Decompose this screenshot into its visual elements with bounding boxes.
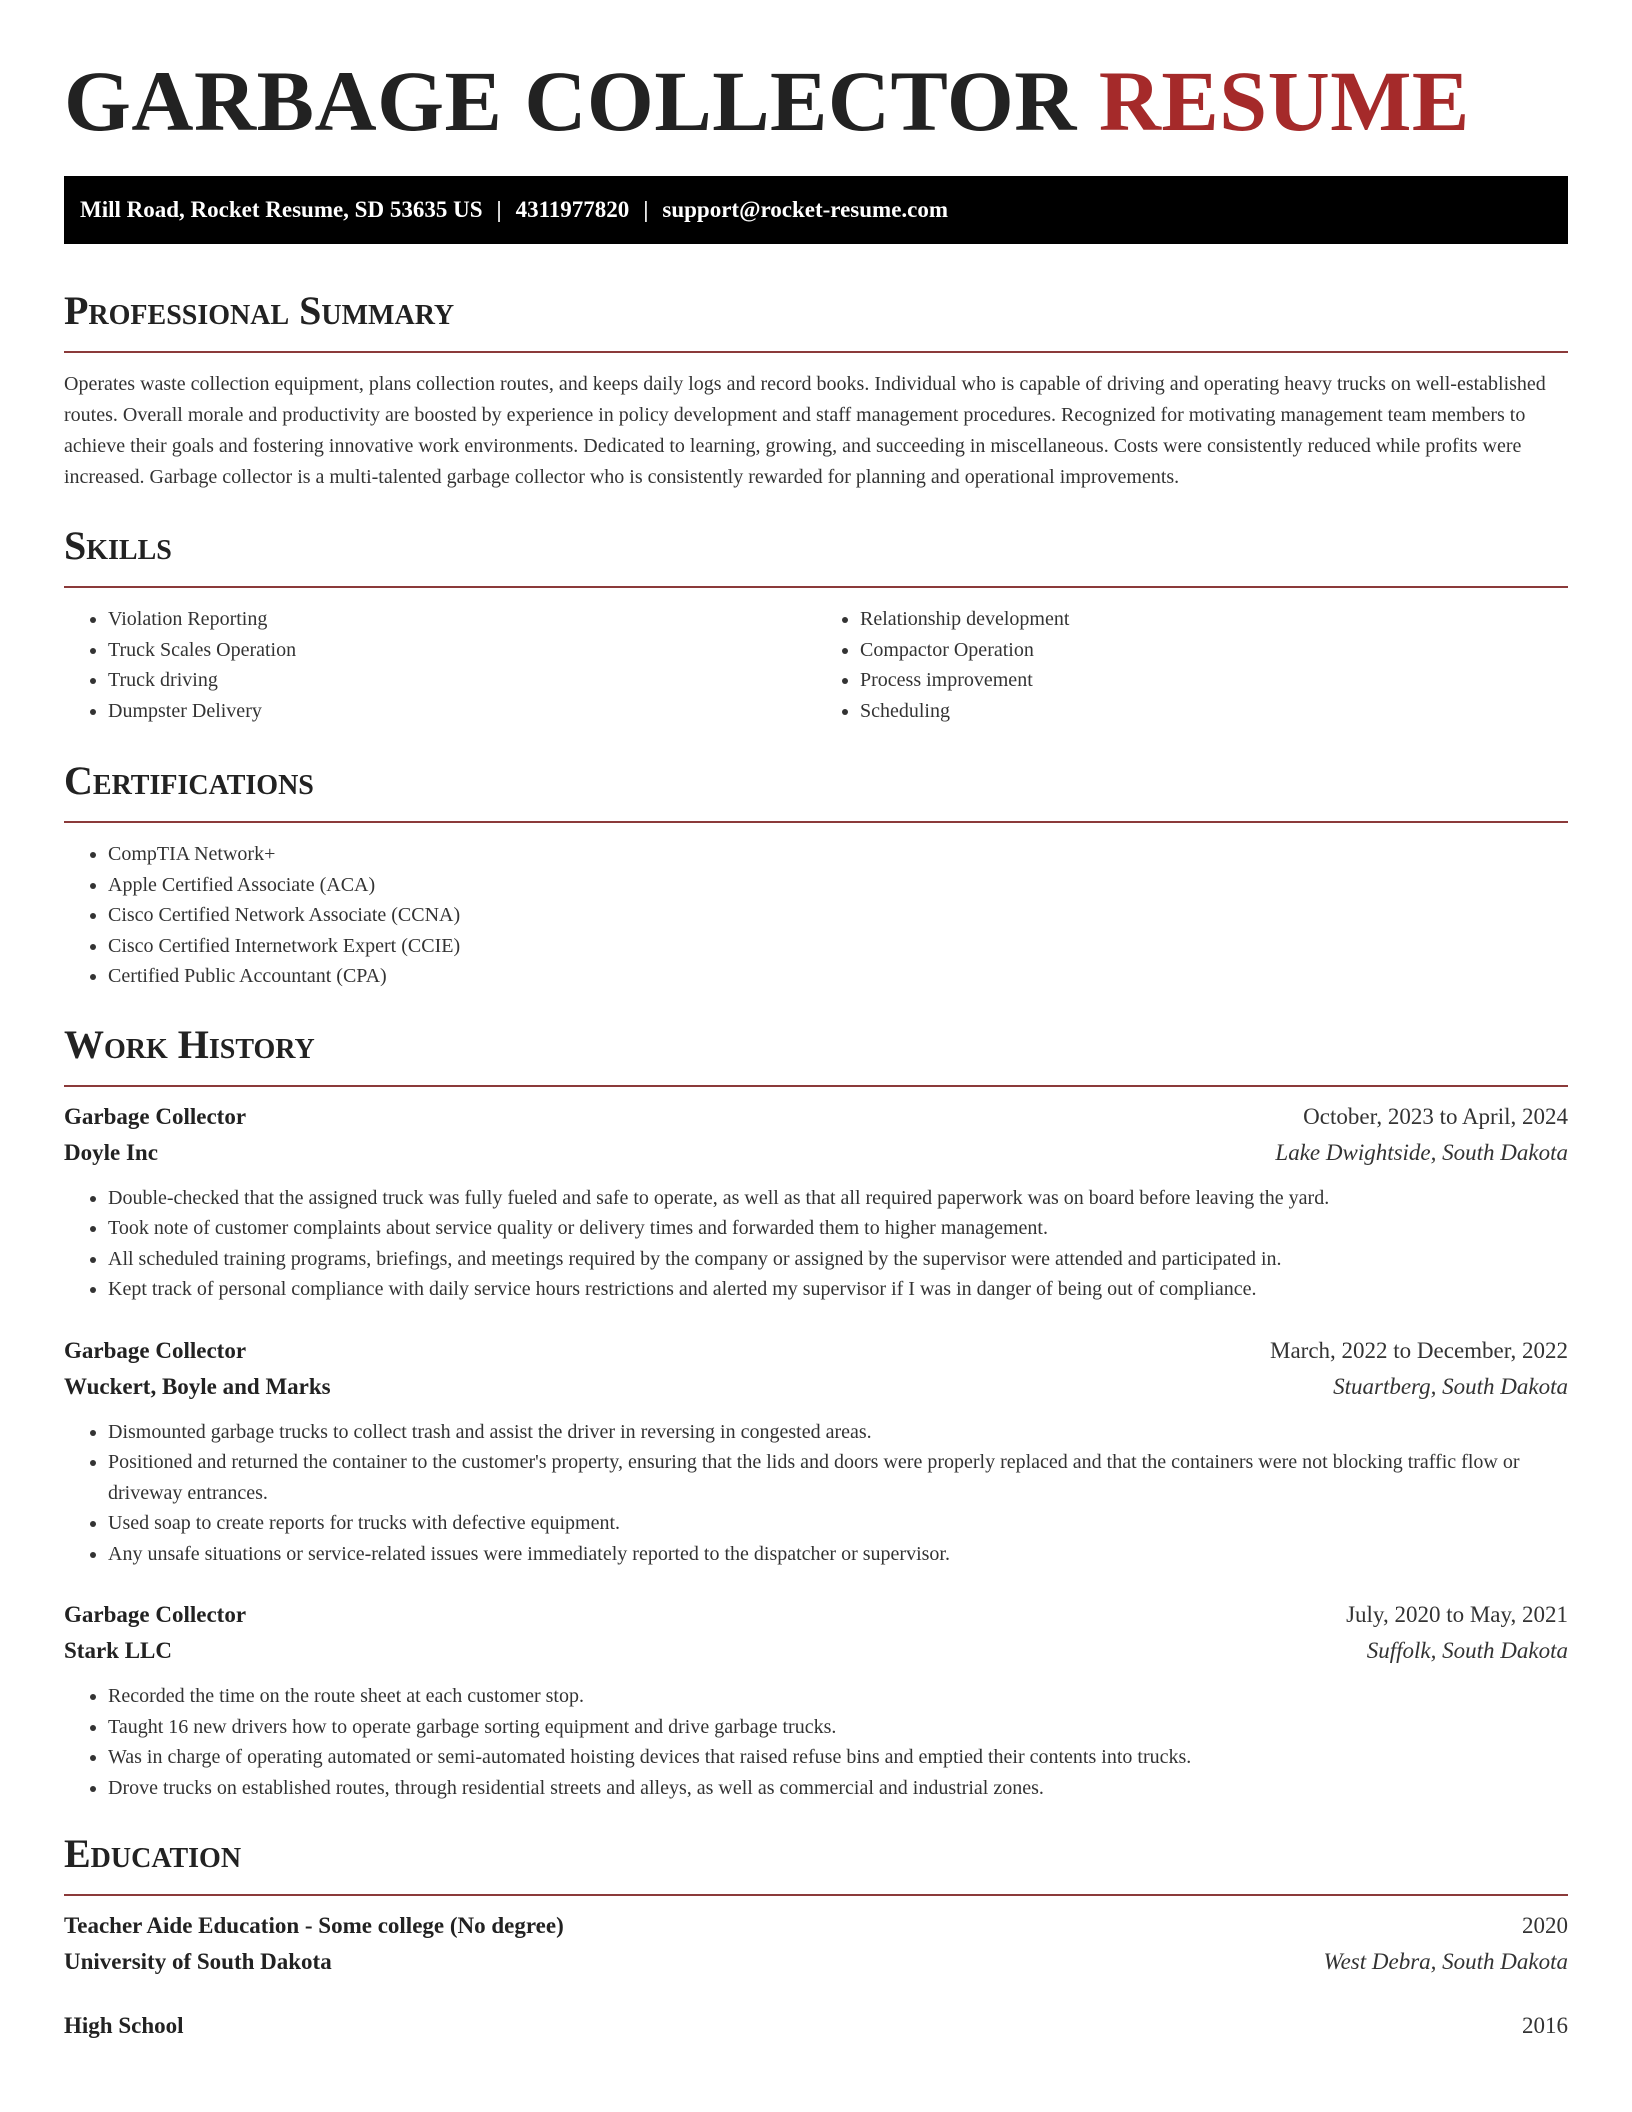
job-title: Garbage Collector [64,1602,247,1627]
education-year: 2020 [1522,1913,1568,1938]
education-school-row [64,1944,1568,1980]
job-company-row [64,1135,1568,1171]
job-dates: July, 2020 to May, 2021 [1346,1602,1568,1627]
job-bullet: • Taught 16 new drivers how to operate garbage sorting equipment and drive garbage trucks. [108,1712,1568,1743]
education-degree: High School [64,2013,184,2038]
certifications-list [64,839,1568,992]
title-accent: RESUME [1098,53,1470,149]
skills-list-left [64,604,816,726]
section-divider [64,1894,1568,1896]
section-divider [64,821,1568,823]
job-company: Doyle Inc [64,1139,158,1165]
contact-email: support@rocket-resume.com [662,197,949,222]
job-dates: October, 2023 to April, 2024 [1303,1103,1568,1129]
education-entry [64,1908,1568,1980]
job-location: Stuartberg, South Dakota [1333,1373,1568,1399]
education-year: 2016 [1522,2013,1568,2038]
section-title-summary: Professional Summary [64,288,455,333]
job-entry [64,1597,1568,1803]
job-bullets [64,1183,1568,1305]
section-divider [64,586,1568,588]
certification-item: • Certified Public Accountant (CPA) [108,961,1568,992]
job-bullets [64,1681,1568,1803]
section-divider [64,351,1568,353]
skill-item: • Truck driving [108,665,816,696]
skill-item: • Truck Scales Operation [108,635,816,666]
contact-bar [64,176,1568,244]
job-entry [64,1099,1568,1305]
job-header-row [64,1597,1568,1633]
job-company-row [64,1369,1568,1405]
job-bullet: • Drove trucks on established routes, through residential streets and alleys, as well as commercial and industrial zones. [108,1773,1568,1804]
job-bullet: • Took note of customer complaints about service quality or delivery times and forwarded them to higher management. [108,1213,1568,1244]
job-bullet: • Kept track of personal compliance with daily service hours restrictions and alerted my supervisor if I was in danger of being out of compliance. [108,1274,1568,1305]
job-location: Lake Dwightside, South Dakota [1275,1139,1568,1165]
job-header-row [64,1099,1568,1135]
contact-phone: 4311977820 [515,197,630,222]
education-header-row [64,1908,1568,1944]
job-bullet: • All scheduled training programs, briefings, and meetings required by the company or assigned by the supervisor were attended and participated in. [108,1244,1568,1275]
contact-separator: | [496,197,502,222]
section-title-certifications: Certifications [64,758,314,803]
skills-grid [64,604,1568,726]
section-title-education: Education [64,1831,242,1876]
job-company-row [64,1633,1568,1669]
job-location: Suffolk, South Dakota [1366,1638,1568,1663]
job-bullet: • Positioned and returned the container to the customer's property, ensuring that the lids and doors were properly replaced and that the containers were not blocking traffic flow or driveway entrances. [108,1447,1568,1508]
skill-item: • Violation Reporting [108,604,816,635]
job-title: Garbage Collector [64,1103,247,1129]
education-location: West Debra, South Dakota [1323,1949,1568,1974]
education-header-row [64,2008,1568,2044]
certification-item: • CompTIA Network+ [108,839,1568,870]
education-entry [64,2008,1568,2044]
job-company: Wuckert, Boyle and Marks [64,1373,331,1399]
job-bullet: • Was in charge of operating automated or semi-automated hoisting devices that raised refuse bins and emptied their contents into trucks. [108,1742,1568,1773]
job-bullet: • Recorded the time on the route sheet at each customer stop. [108,1681,1568,1712]
skills-list-right [816,604,1568,726]
skill-item: • Relationship development [860,604,1568,635]
job-header-row [64,1333,1568,1369]
job-bullet: • Double-checked that the assigned truck was fully fueled and safe to operate, as well as that all required paperwork was on board before leaving the yard. [108,1183,1568,1214]
summary-section [64,288,1568,493]
work-history-section [64,1022,1568,1804]
certification-item: • Cisco Certified Network Associate (CCNA) [108,900,1568,931]
job-entry [64,1333,1568,1570]
title-main: GARBAGE COLLECTOR [64,53,1077,149]
section-title-work-history: Work History [64,1021,315,1067]
job-bullet: • Any unsafe situations or service-related issues were immediately reported to the dispatcher or supervisor. [108,1539,1568,1570]
skill-item: • Dumpster Delivery [108,696,816,727]
skill-item: • Scheduling [860,696,1568,727]
contact-separator: | [643,197,649,222]
job-bullets [64,1417,1568,1570]
job-title: Garbage Collector [64,1337,247,1363]
certification-item: • Cisco Certified Internetwork Expert (CCIE) [108,931,1568,962]
education-degree: Teacher Aide Education - Some college (No degree) [64,1913,564,1938]
contact-address: Mill Road, Rocket Resume, SD 53635 US [80,197,483,222]
job-company: Stark LLC [64,1638,172,1663]
education-section [64,1831,1568,2044]
certifications-section [64,758,1568,992]
education-school: University of South Dakota [64,1949,332,1974]
summary-text: Operates waste collection equipment, plans collection routes, and keeps daily logs and record books. Individual who is capable of driving and operating heavy trucks on well-established routes. Overall morale and productivity are boosted by experience in policy development and staff management procedures. Recognized for motivating management team members to achieve their goals and fostering innovative work environments. Dedicated to learning, growing, and succeeding in miscellaneous. Costs were consistently reduced while profits were increased. Garbage collector is a multi-talented garbage collector who is consistently rewarded for planning and operational improvements. [64,373,1546,488]
section-title-skills: Skills [64,523,172,568]
certification-item: • Apple Certified Associate (ACA) [108,870,1568,901]
resume-title [64,0,1568,150]
section-divider [64,1085,1568,1087]
job-bullet: • Dismounted garbage trucks to collect trash and assist the driver in reversing in congested areas. [108,1417,1568,1448]
skills-section [64,523,1568,726]
skill-item: • Process improvement [860,665,1568,696]
job-dates: March, 2022 to December, 2022 [1270,1337,1568,1363]
job-bullet: • Used soap to create reports for trucks with defective equipment. [108,1508,1568,1539]
skill-item: • Compactor Operation [860,635,1568,666]
